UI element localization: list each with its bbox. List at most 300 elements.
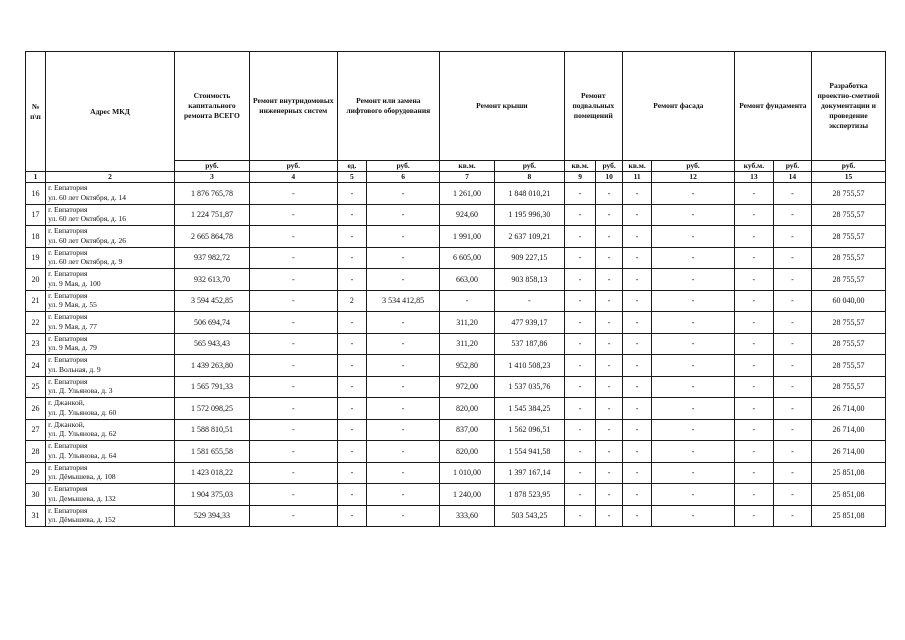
value-cell-c3: 932 613,70: [174, 269, 249, 291]
value-cell-c14: -: [773, 183, 811, 205]
table-row: [26, 226, 886, 248]
value-cell-c3: 1 423 018,22: [174, 462, 249, 484]
value-cell-c9: -: [564, 226, 596, 248]
header-address: Адрес МКД: [46, 52, 175, 172]
value-cell-c6: 3 534 412,85: [367, 290, 440, 312]
value-cell-c10: -: [596, 419, 622, 441]
address-city: г. Евпатория: [48, 355, 88, 364]
row-number: 31: [26, 505, 46, 527]
value-cell-c7: 820,00: [440, 398, 495, 420]
value-cell-c7: 311,20: [440, 333, 495, 355]
value-cell-c12: -: [652, 226, 734, 248]
unit-cell: руб.: [773, 161, 811, 172]
column-number: 12: [652, 172, 734, 183]
column-number: 11: [622, 172, 652, 183]
address-street: ул. 9 Мая, д. 77: [48, 321, 97, 331]
address-street: ул. Дёмышева, д. 108: [48, 472, 116, 481]
value-cell-c6: -: [367, 355, 440, 377]
value-cell-c7: -: [440, 290, 495, 312]
value-cell-c8: 1 562 096,51: [495, 419, 565, 441]
value-cell-c8: -: [495, 290, 565, 312]
value-cell-c9: -: [564, 204, 596, 226]
value-cell-c13: -: [734, 204, 773, 226]
column-number: 15: [811, 172, 885, 183]
value-cell-c6: -: [367, 183, 440, 205]
column-number: 3: [174, 172, 249, 183]
value-cell-c5: -: [337, 333, 367, 355]
header-elevator: Ремонт или замена лифтового оборудования: [337, 52, 439, 161]
value-cell-c14: -: [773, 441, 811, 463]
header-num: № п\п: [26, 52, 46, 172]
table-body: [26, 183, 886, 527]
value-cell-c13: -: [734, 505, 773, 527]
value-cell-c8: 477 939,17: [495, 312, 565, 334]
value-cell-c14: -: [773, 204, 811, 226]
value-cell-c9: -: [564, 183, 596, 205]
unit-cell: кв.м.: [564, 161, 596, 172]
unit-cell: ед.: [337, 161, 367, 172]
value-cell-c5: -: [337, 484, 367, 506]
address-cell: [46, 376, 175, 398]
address-street: ул. 9 Мая, д. 79: [48, 343, 97, 352]
value-cell-c9: -: [564, 441, 596, 463]
value-cell-c3: 1 876 765,78: [174, 183, 249, 205]
value-cell-c8: 1 848 010,21: [495, 183, 565, 205]
table-header: [26, 52, 886, 183]
value-cell-c9: -: [564, 269, 596, 291]
value-cell-c8: 2 637 109,21: [495, 226, 565, 248]
value-cell-c15: 28 755,57: [811, 226, 885, 248]
value-cell-c9: -: [564, 419, 596, 441]
value-cell-c10: -: [596, 484, 622, 506]
address-cell: [46, 505, 175, 527]
value-cell-c10: -: [596, 247, 622, 269]
value-cell-c8: 1 397 167,14: [495, 462, 565, 484]
unit-cell: руб.: [249, 161, 337, 172]
value-cell-c5: -: [337, 312, 367, 334]
value-cell-c14: -: [773, 419, 811, 441]
value-cell-c6: -: [367, 376, 440, 398]
header-design-docs: Разработка проектно-сметной документации и проведение экспертизы: [811, 52, 885, 161]
value-cell-c4: -: [249, 247, 337, 269]
value-cell-c5: -: [337, 247, 367, 269]
value-cell-c5: -: [337, 204, 367, 226]
value-cell-c10: -: [596, 398, 622, 420]
value-cell-c10: -: [596, 290, 622, 312]
value-cell-c4: -: [249, 355, 337, 377]
table-row: [26, 247, 886, 269]
value-cell-c11: -: [622, 312, 652, 334]
value-cell-c5: 2: [337, 290, 367, 312]
value-cell-c13: -: [734, 226, 773, 248]
unit-cell: куб.м.: [734, 161, 773, 172]
value-cell-c10: -: [596, 226, 622, 248]
table-row: [26, 312, 886, 334]
value-cell-c13: -: [734, 441, 773, 463]
value-cell-c9: -: [564, 398, 596, 420]
value-cell-c13: -: [734, 333, 773, 355]
value-cell-c12: -: [652, 484, 734, 506]
column-number: 1: [26, 172, 46, 183]
value-cell-c13: -: [734, 269, 773, 291]
value-cell-c6: -: [367, 312, 440, 334]
value-cell-c14: -: [773, 355, 811, 377]
value-cell-c9: -: [564, 484, 596, 506]
value-cell-c7: 972,00: [440, 376, 495, 398]
address-cell: [46, 441, 175, 463]
value-cell-c11: -: [622, 376, 652, 398]
value-cell-c7: 1 261,00: [440, 183, 495, 205]
value-cell-c8: 537 187,86: [495, 333, 565, 355]
value-cell-c14: -: [773, 462, 811, 484]
value-cell-c6: -: [367, 204, 440, 226]
value-cell-c9: -: [564, 333, 596, 355]
header-row-titles: [26, 52, 886, 161]
unit-cell: руб.: [652, 161, 734, 172]
value-cell-c13: -: [734, 484, 773, 506]
value-cell-c11: -: [622, 441, 652, 463]
address-cell: [46, 269, 175, 291]
header-engineering-systems: Ремонт внутридомовых инженерных систем: [249, 52, 337, 161]
value-cell-c14: -: [773, 269, 811, 291]
table-row: [26, 355, 886, 377]
value-cell-c6: -: [367, 462, 440, 484]
value-cell-c12: -: [652, 398, 734, 420]
value-cell-c3: 937 982,72: [174, 247, 249, 269]
value-cell-c3: 2 665 864,78: [174, 226, 249, 248]
value-cell-c15: 60 040,00: [811, 290, 885, 312]
value-cell-c8: 909 227,15: [495, 247, 565, 269]
value-cell-c5: -: [337, 226, 367, 248]
address-street: ул. 9 Мая, д. 55: [48, 300, 97, 309]
value-cell-c3: 1 588 810,51: [174, 419, 249, 441]
value-cell-c14: -: [773, 333, 811, 355]
unit-cell: руб.: [811, 161, 885, 172]
address-cell: [46, 226, 175, 248]
value-cell-c5: -: [337, 183, 367, 205]
value-cell-c13: -: [734, 355, 773, 377]
address-cell: [46, 355, 175, 377]
table-row: [26, 462, 886, 484]
value-cell-c15: 28 755,57: [811, 269, 885, 291]
value-cell-c6: -: [367, 484, 440, 506]
value-cell-c4: -: [249, 484, 337, 506]
value-cell-c6: -: [367, 269, 440, 291]
value-cell-c3: 529 394,33: [174, 505, 249, 527]
value-cell-c10: -: [596, 462, 622, 484]
value-cell-c11: -: [622, 290, 652, 312]
address-street: ул. Д. Ульянова, д. 3: [48, 386, 113, 395]
row-number: 26: [26, 398, 46, 420]
unit-cell: руб.: [495, 161, 565, 172]
address-cell: [46, 398, 175, 420]
address-street: ул. Д. Ульянова, д. 64: [48, 450, 117, 460]
value-cell-c12: -: [652, 505, 734, 527]
value-cell-c14: -: [773, 376, 811, 398]
value-cell-c13: -: [734, 398, 773, 420]
value-cell-c13: -: [734, 419, 773, 441]
column-number: 14: [773, 172, 811, 183]
value-cell-c15: 26 714,00: [811, 419, 885, 441]
value-cell-c10: -: [596, 333, 622, 355]
value-cell-c11: -: [622, 505, 652, 527]
address-city: г. Евпатория: [48, 290, 88, 300]
address-city: г. Евпатория: [48, 247, 88, 257]
value-cell-c12: -: [652, 269, 734, 291]
value-cell-c14: -: [773, 398, 811, 420]
value-cell-c5: -: [337, 398, 367, 420]
header-facade: Ремонт фасада: [622, 52, 734, 161]
row-number: 21: [26, 290, 46, 312]
value-cell-c13: -: [734, 247, 773, 269]
value-cell-c11: -: [622, 247, 652, 269]
header-total-cost: Стоимость капитального ремонта ВСЕГО: [174, 52, 249, 161]
address-cell: [46, 204, 175, 226]
value-cell-c10: -: [596, 376, 622, 398]
value-cell-c10: -: [596, 204, 622, 226]
value-cell-c11: -: [622, 484, 652, 506]
address-street: ул. 9 Мая, д. 100: [48, 278, 101, 288]
table-row: [26, 441, 886, 463]
column-number: 4: [249, 172, 337, 183]
value-cell-c10: -: [596, 183, 622, 205]
value-cell-c15: 25 851,08: [811, 484, 885, 506]
value-cell-c8: 1 195 996,30: [495, 204, 565, 226]
address-cell: [46, 333, 175, 355]
value-cell-c11: -: [622, 226, 652, 248]
table-row: [26, 398, 886, 420]
value-cell-c8: 1 545 384,25: [495, 398, 565, 420]
address-street: ул. Д. Ульянова, д. 62: [48, 429, 117, 438]
value-cell-c12: -: [652, 441, 734, 463]
value-cell-c12: -: [652, 355, 734, 377]
column-number: 9: [564, 172, 596, 183]
address-street: ул. 60 лет Октября, д. 16: [48, 214, 126, 223]
address-city: г. Евпатория: [48, 376, 88, 386]
address-cell: [46, 247, 175, 269]
value-cell-c11: -: [622, 462, 652, 484]
value-cell-c10: -: [596, 355, 622, 377]
header-foundation: Ремонт фундамента: [734, 52, 811, 161]
value-cell-c8: 903 858,13: [495, 269, 565, 291]
value-cell-c4: -: [249, 398, 337, 420]
row-number: 20: [26, 269, 46, 291]
value-cell-c15: 26 714,00: [811, 398, 885, 420]
address-city: г. Евпатория: [48, 269, 88, 278]
value-cell-c8: 1 878 523,95: [495, 484, 565, 506]
value-cell-c3: 506 694,74: [174, 312, 249, 334]
value-cell-c11: -: [622, 204, 652, 226]
value-cell-c12: -: [652, 183, 734, 205]
unit-cell: руб.: [596, 161, 622, 172]
row-number: 16: [26, 183, 46, 205]
value-cell-c8: 1 410 508,23: [495, 355, 565, 377]
value-cell-c12: -: [652, 204, 734, 226]
value-cell-c5: -: [337, 269, 367, 291]
value-cell-c3: 3 594 452,85: [174, 290, 249, 312]
value-cell-c5: -: [337, 355, 367, 377]
value-cell-c4: -: [249, 204, 337, 226]
value-cell-c12: -: [652, 376, 734, 398]
value-cell-c12: -: [652, 290, 734, 312]
value-cell-c3: 1 581 655,58: [174, 441, 249, 463]
value-cell-c3: 1 439 263,80: [174, 355, 249, 377]
value-cell-c13: -: [734, 183, 773, 205]
address-city: г. Евпатория: [48, 333, 88, 343]
unit-cell: кв.м.: [440, 161, 495, 172]
value-cell-c15: 28 755,57: [811, 376, 885, 398]
address-street: ул. 60 лет Октября, д. 26: [48, 235, 126, 245]
value-cell-c11: -: [622, 183, 652, 205]
value-cell-c14: -: [773, 505, 811, 527]
value-cell-c7: 1 991,00: [440, 226, 495, 248]
value-cell-c9: -: [564, 462, 596, 484]
value-cell-c14: -: [773, 226, 811, 248]
value-cell-c7: 311,20: [440, 312, 495, 334]
address-cell: [46, 419, 175, 441]
value-cell-c15: 25 851,08: [811, 505, 885, 527]
value-cell-c10: -: [596, 269, 622, 291]
value-cell-c9: -: [564, 312, 596, 334]
value-cell-c13: -: [734, 290, 773, 312]
value-cell-c4: -: [249, 333, 337, 355]
value-cell-c10: -: [596, 505, 622, 527]
row-number: 19: [26, 247, 46, 269]
address-street: ул. Демышева, д. 132: [48, 493, 116, 503]
row-number: 23: [26, 333, 46, 355]
address-street: ул. 60 лет Октября, д. 14: [48, 192, 126, 202]
table-row: [26, 419, 886, 441]
value-cell-c4: -: [249, 226, 337, 248]
value-cell-c9: -: [564, 355, 596, 377]
address-city: г. Джанкой,: [48, 419, 85, 429]
value-cell-c15: 28 755,57: [811, 204, 885, 226]
value-cell-c7: 1 240,00: [440, 484, 495, 506]
value-cell-c6: -: [367, 247, 440, 269]
value-cell-c15: 26 714,00: [811, 441, 885, 463]
repair-cost-table: [25, 51, 886, 527]
value-cell-c6: -: [367, 419, 440, 441]
column-number: 8: [495, 172, 565, 183]
value-cell-c13: -: [734, 376, 773, 398]
value-cell-c3: 1 572 098,25: [174, 398, 249, 420]
value-cell-c4: -: [249, 462, 337, 484]
value-cell-c11: -: [622, 269, 652, 291]
column-number: 13: [734, 172, 773, 183]
row-number: 28: [26, 441, 46, 463]
row-number: 27: [26, 419, 46, 441]
value-cell-c7: 837,00: [440, 419, 495, 441]
row-number: 29: [26, 462, 46, 484]
table-row: [26, 376, 886, 398]
value-cell-c4: -: [249, 290, 337, 312]
table-row: [26, 333, 886, 355]
value-cell-c15: 28 755,57: [811, 247, 885, 269]
column-number: 7: [440, 172, 495, 183]
column-number: 5: [337, 172, 367, 183]
row-number: 25: [26, 376, 46, 398]
value-cell-c7: 663,00: [440, 269, 495, 291]
value-cell-c14: -: [773, 484, 811, 506]
value-cell-c12: -: [652, 462, 734, 484]
value-cell-c7: 333,60: [440, 505, 495, 527]
table-row: [26, 204, 886, 226]
address-city: г. Евпатория: [48, 183, 88, 192]
value-cell-c11: -: [622, 355, 652, 377]
row-number: 24: [26, 355, 46, 377]
column-number: 10: [596, 172, 622, 183]
value-cell-c7: 1 010,00: [440, 462, 495, 484]
table-row: [26, 505, 886, 527]
value-cell-c9: -: [564, 505, 596, 527]
header-basement: Ремонт подвальных помещений: [564, 52, 622, 161]
value-cell-c15: 28 755,57: [811, 312, 885, 334]
row-number: 18: [26, 226, 46, 248]
value-cell-c14: -: [773, 290, 811, 312]
address-city: г. Евпатория: [48, 484, 88, 493]
value-cell-c13: -: [734, 312, 773, 334]
value-cell-c12: -: [652, 333, 734, 355]
value-cell-c6: -: [367, 226, 440, 248]
value-cell-c5: -: [337, 505, 367, 527]
value-cell-c4: -: [249, 376, 337, 398]
value-cell-c15: 28 755,57: [811, 183, 885, 205]
value-cell-c7: 6 605,00: [440, 247, 495, 269]
value-cell-c4: -: [249, 312, 337, 334]
value-cell-c12: -: [652, 312, 734, 334]
address-street: ул. Дёмышева, д. 152: [48, 515, 116, 524]
value-cell-c14: -: [773, 247, 811, 269]
unit-cell: руб.: [367, 161, 440, 172]
value-cell-c7: 820,00: [440, 441, 495, 463]
value-cell-c9: -: [564, 376, 596, 398]
value-cell-c15: 28 755,57: [811, 355, 885, 377]
value-cell-c5: -: [337, 376, 367, 398]
value-cell-c3: 565 943,43: [174, 333, 249, 355]
address-cell: [46, 462, 175, 484]
address-street: ул. 60 лет Октября, д. 9: [48, 257, 123, 266]
address-street: ул. Д. Ульянова, д. 60: [48, 407, 117, 417]
address-cell: [46, 183, 175, 205]
table-row: [26, 290, 886, 312]
row-number: 22: [26, 312, 46, 334]
value-cell-c8: 1 537 035,76: [495, 376, 565, 398]
table-row: [26, 484, 886, 506]
address-city: г. Евпатория: [48, 505, 88, 515]
value-cell-c10: -: [596, 441, 622, 463]
address-city: г. Евпатория: [48, 226, 88, 235]
value-cell-c10: -: [596, 312, 622, 334]
address-cell: [46, 312, 175, 334]
value-cell-c7: 952,80: [440, 355, 495, 377]
value-cell-c3: 1 224 751,87: [174, 204, 249, 226]
value-cell-c3: 1 565 791,33: [174, 376, 249, 398]
value-cell-c11: -: [622, 333, 652, 355]
value-cell-c5: -: [337, 419, 367, 441]
value-cell-c9: -: [564, 290, 596, 312]
value-cell-c8: 503 543,25: [495, 505, 565, 527]
column-number: 2: [46, 172, 175, 183]
value-cell-c4: -: [249, 441, 337, 463]
value-cell-c15: 28 755,57: [811, 333, 885, 355]
header-row-column-numbers: [26, 172, 886, 183]
value-cell-c15: 25 851,08: [811, 462, 885, 484]
unit-cell: руб.: [174, 161, 249, 172]
value-cell-c13: -: [734, 462, 773, 484]
value-cell-c4: -: [249, 183, 337, 205]
value-cell-c4: -: [249, 419, 337, 441]
value-cell-c11: -: [622, 419, 652, 441]
